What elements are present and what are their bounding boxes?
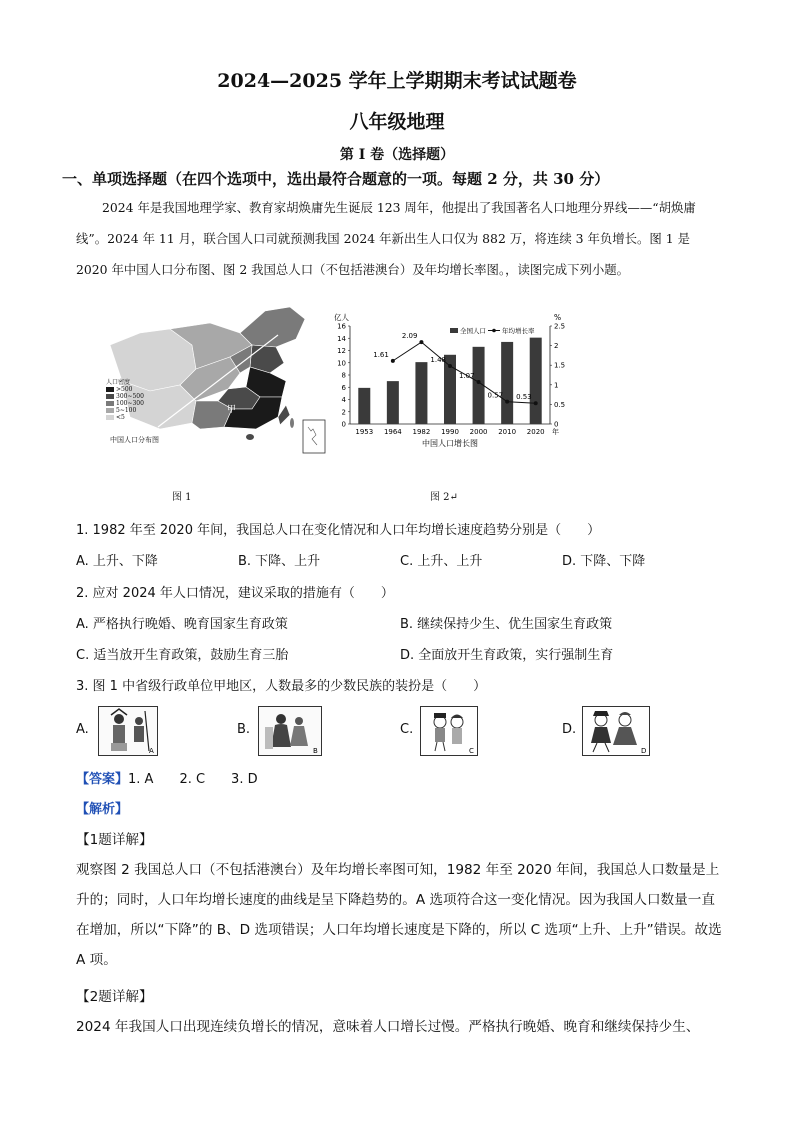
q2-option-a[interactable]: A. 严格执行晚婚、晚育国家生育政策 — [76, 617, 288, 632]
growth-rate-label: 1.61 — [373, 350, 389, 359]
x-tick-label: 2020 — [526, 428, 545, 436]
growth-rate-label: 0.57 — [487, 391, 504, 400]
legend-swatch — [106, 415, 114, 420]
y-tick-label: 10 — [337, 359, 346, 368]
costume-image-a[interactable] — [98, 706, 158, 756]
answer-values: 1. A 2. C 3. D — [128, 772, 258, 787]
question-3-stem: 3. 图 1 中省级行政单位甲地区，人数最多的少数民族的装扮是（ ） — [76, 679, 487, 694]
bar-1964 — [387, 381, 399, 424]
legend-swatch — [106, 408, 114, 413]
q1-detail-text: 观察图 2 我国总人口（不包括港澳台）及年均增长率图可知，1982 年至 2020 年间，我国总人口数量是上升的；同时，人口年均增长速度的曲线是呈下降趋势的。A 选项符合这一变化情况。因为我国人口数量一直在增加，所以“下降”的 B、D 选项错误；人口年均增长速度是下降的，所以 C 选项“上升、上升”错误。故选 A 项。 — [76, 862, 722, 968]
x-tick-label: 1990 — [441, 428, 459, 436]
x-tick-label: 1982 — [412, 428, 431, 436]
legend-label: <5 — [116, 414, 125, 421]
exam-title: 2024—2025 学年上学期期末考试试题卷 — [217, 70, 577, 92]
q2-option-d[interactable]: D. 全面放开生育政策，实行强制生育 — [400, 648, 614, 663]
y-tick-label: 6 — [341, 383, 346, 392]
subject-title: 八年级地理 — [349, 111, 445, 133]
costume-image-d[interactable] — [582, 706, 650, 756]
q1-detail-label: 【1题详解】 — [76, 832, 153, 848]
legend-bar-swatch — [450, 328, 458, 333]
analysis-label: 【解析】 — [76, 802, 129, 817]
legend-label: 5~100 — [116, 407, 137, 414]
legend-item — [106, 393, 144, 400]
question-1-stem: 1. 1982 年至 2020 年间，我国总人口在变化情况和人口年均增长速度趋势分别是（ ） — [76, 523, 601, 538]
x-tick-label: 1953 — [355, 428, 374, 436]
legend-label: 100~300 — [116, 400, 144, 407]
growth-rate-point — [391, 359, 395, 363]
population-growth-chart — [330, 312, 585, 477]
x-tick-label: 1964 — [383, 428, 402, 436]
x-tick-label: 2000 — [469, 428, 488, 436]
legend-item — [106, 414, 144, 421]
costume-letter-c: C — [469, 747, 474, 755]
q2-detail-label: 【2题详解】 — [76, 989, 153, 1005]
answer-row — [76, 768, 258, 787]
legend-swatch — [106, 394, 114, 399]
right-axis-unit: % — [554, 313, 562, 322]
region-hainan — [246, 434, 254, 440]
figure2-caption: 图 2↵ — [430, 492, 458, 503]
costume-image-c[interactable] — [420, 706, 478, 756]
legend-item — [106, 407, 144, 414]
costume-image-b[interactable] — [258, 706, 322, 756]
y-tick-label: 2 — [341, 408, 346, 417]
bar-1982 — [415, 362, 427, 424]
costume-letter-a: A — [149, 747, 154, 755]
q3-option-b-label[interactable]: B. — [237, 722, 251, 737]
x-axis-unit: 年 — [552, 428, 559, 436]
bar-1953 — [358, 388, 370, 424]
q1-option-c[interactable]: C. 上升、上升 — [400, 554, 483, 569]
legend-swatch — [106, 401, 114, 406]
y2-tick-label: 1.5 — [554, 361, 566, 370]
growth-rate-point — [534, 401, 538, 405]
chart-title: 中国人口增长图 — [422, 439, 478, 448]
growth-rate-point — [419, 340, 423, 344]
legend-label: >500 — [116, 386, 133, 393]
question-2-stem: 2. 应对 2024 年人口情况，建议采取的措施有（ ） — [76, 586, 394, 601]
label-jia: 甲 — [227, 405, 237, 415]
legend-swatch — [106, 387, 114, 392]
region-northeast — [240, 307, 305, 347]
south-sea-inset — [303, 420, 325, 453]
legend-line-label: 年均增长率 — [502, 327, 535, 335]
y-tick-label: 12 — [337, 347, 346, 355]
growth-rate-point — [448, 364, 452, 368]
x-tick-label: 2010 — [498, 428, 517, 436]
costume-letter-d: D — [641, 747, 647, 755]
q1-option-d[interactable]: D. 下降、下降 — [562, 554, 646, 569]
map-legend — [106, 379, 144, 421]
q2-option-c[interactable]: C. 适当放开生育政策，鼓励生育三胎 — [76, 648, 289, 663]
figure1-caption: 图 1 — [172, 492, 192, 503]
y2-tick-label: 2.5 — [554, 322, 566, 331]
growth-rate-point — [477, 380, 481, 384]
section-heading: 一、单项选择题（在四个选项中，选出最符合题意的一项。每题 2 分，共 30 分） — [62, 170, 610, 188]
q1-option-b[interactable]: B. 下降、上升 — [238, 554, 321, 569]
q3-option-a-label[interactable]: A. — [76, 722, 89, 737]
costume-letter-b: B — [313, 747, 318, 755]
y-tick-label: 16 — [337, 322, 346, 331]
bar-2010 — [501, 342, 513, 424]
y-tick-label: 14 — [337, 334, 346, 343]
y2-tick-label: 2 — [554, 342, 559, 351]
growth-rate-label: 1.07 — [458, 372, 475, 381]
map-title: 中国人口分布图 — [110, 436, 159, 444]
left-axis-unit: 亿人 — [334, 313, 349, 322]
region-taiwan — [290, 418, 294, 428]
y2-tick-label: 1 — [554, 381, 559, 390]
legend-item — [106, 386, 144, 393]
q2-detail-text: 2024 年我国人口出现连续负增长的情况，意味着人口增长过慢。严格执行晚婚、晚育和继续保持少生、 — [76, 1019, 700, 1035]
growth-rate-label: 1.48 — [430, 355, 446, 364]
figure2-chart — [330, 312, 585, 477]
q3-option-d-label[interactable]: D. — [562, 722, 577, 737]
bar-2020 — [530, 338, 542, 424]
answer-label: 【答案】 — [76, 772, 129, 787]
part-title: 第 I 卷（选择题） — [339, 147, 455, 163]
legend-title: 人口密度 — [106, 379, 131, 386]
q2-option-b[interactable]: B. 继续保持少生、优生国家生育政策 — [400, 617, 613, 632]
q3-option-c-label[interactable]: C. — [400, 722, 414, 737]
y-tick-label: 0 — [341, 420, 346, 429]
intro-paragraph: 2024 年是我国地理学家、教育家胡焕庸先生诞辰 123 周年，他提出了我国著名人口地理分界线——“胡焕庸线”。2024 年 11 月，联合国人口司就预测我国 2024 年新出生人口仅为 882 万，将连续 3 年负增长。图 1 是 2020 年中国人口分布图、图 2 我国总人口（不包括港澳台）及年均增长率图。，读图完成下列小题。 — [76, 200, 696, 277]
growth-rate-label: 2.09 — [401, 332, 418, 341]
y2-tick-label: 0.5 — [554, 400, 566, 409]
legend-item — [106, 400, 144, 407]
legend-label: 300~500 — [116, 393, 144, 400]
legend-bar-label: 全国人口 — [460, 327, 486, 335]
y-tick-label: 4 — [341, 396, 346, 404]
figure1-map — [100, 305, 330, 460]
growth-rate-label: 0.53 — [516, 393, 532, 402]
growth-rate-point — [505, 400, 509, 404]
q1-option-a[interactable]: A. 上升、下降 — [76, 554, 158, 569]
y2-tick-label: 0 — [554, 420, 559, 429]
y-tick-label: 8 — [341, 371, 346, 380]
